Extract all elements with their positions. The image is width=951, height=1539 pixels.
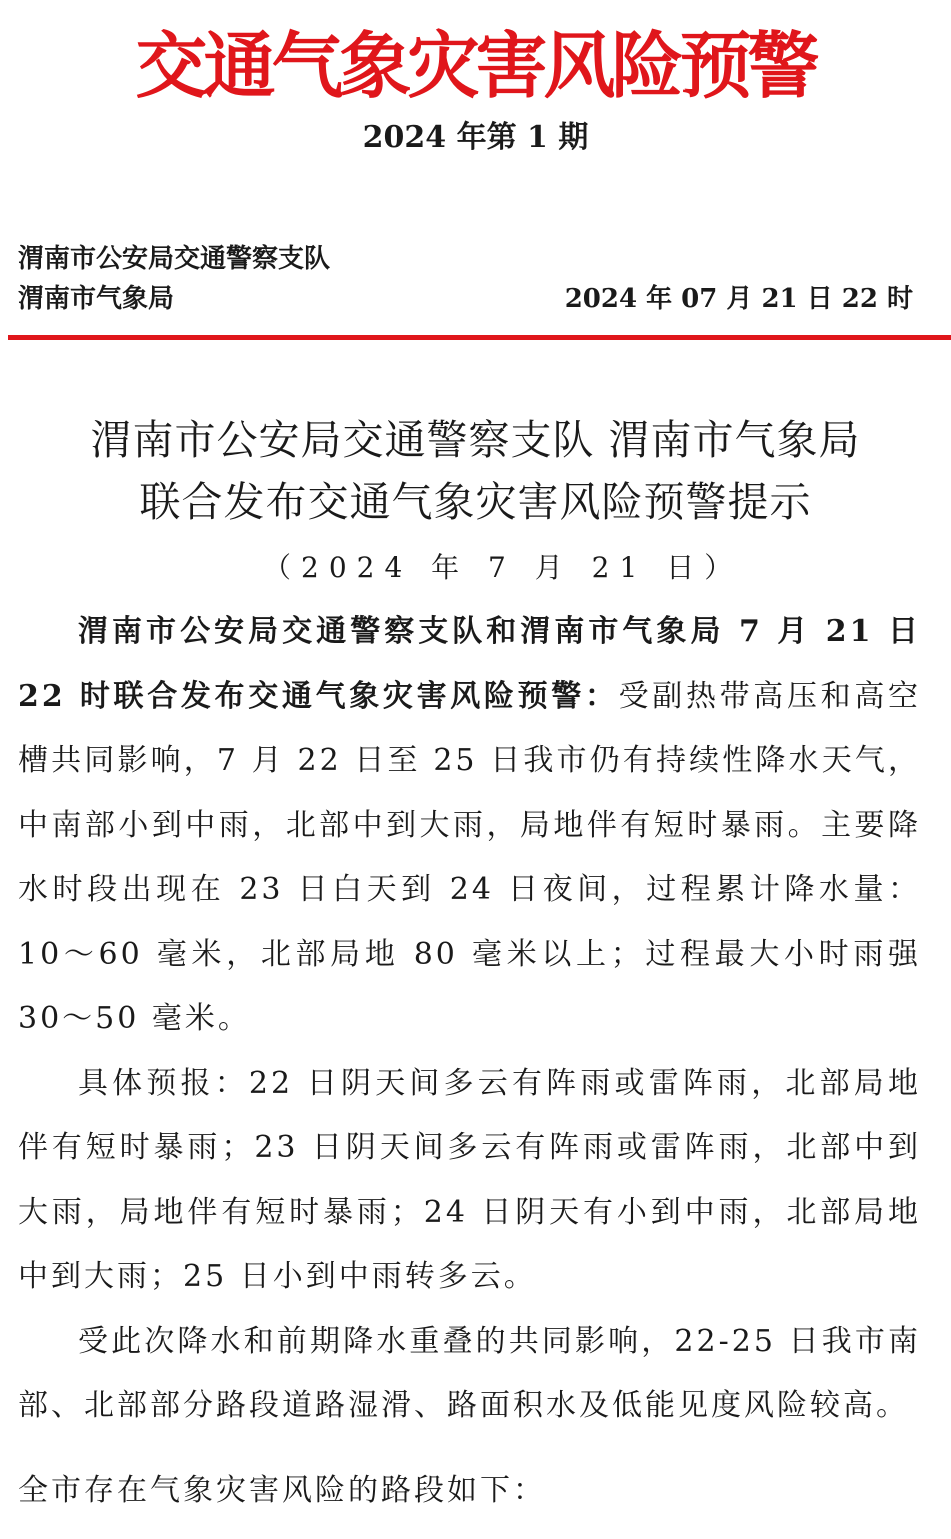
- notice-title-line-2: 联合发布交通气象灾害风险预警提示: [139, 478, 812, 526]
- paragraph-1: [18, 600, 921, 1052]
- spacer: [18, 1439, 921, 1459]
- issuer-meteorological-bureau: 渭南市气象局: [18, 284, 175, 314]
- paragraph-1-text: 受副热带高压和高空槽共同影响，7 月 22 日至 25 日我市仍有持续性降水天气，中南部小到中雨，北部中到大雨，局地伴有短时暴雨。主要降水时段出现在 23 日白天到 24 日夜间，过程累计降水量：10～60 毫米，北部局地 80 毫米以上；过程最大小时雨强 30～50 毫米。: [18, 678, 921, 1036]
- issue-number: 2024 年第 1 期: [362, 120, 589, 155]
- paragraph-1-lead: 渭南市公安局交通警察支队和渭南市气象局 7 月 21 日 22 时联合发布交通气象灾害风险预警：: [18, 614, 921, 714]
- paragraph-3: 受此次降水和前期降水重叠的共同影响，22-25 日我市南部、北部部分路段道路湿滑、路面积水及低能见度风险较高。: [18, 1323, 921, 1423]
- masthead-title: 交通气象灾害风险预警: [135, 23, 816, 108]
- notice-date: （2024 年 7 月 21 日）: [263, 551, 743, 584]
- issue-time: 2024 年 07 月 21 日 22 时: [564, 284, 913, 314]
- notice-body: [18, 600, 921, 1523]
- paragraph-4: 全市存在气象灾害风险的路段如下：: [18, 1472, 546, 1508]
- issuer-traffic-police: 渭南市公安局交通警察支队: [18, 244, 331, 274]
- notice-title-line-1: 渭南市公安局交通警察支队 渭南市气象局: [90, 416, 861, 464]
- paragraph-2: 具体预报：22 日阴天间多云有阵雨或雷阵雨，北部局地伴有短时暴雨；23 日阴天间多云有阵雨或雷阵雨，北部中到大雨，局地伴有短时暴雨；24 日阴天有小到中雨，北部局地中到大雨；25 日小到中雨转多云。: [18, 1065, 921, 1294]
- red-divider: [8, 335, 951, 340]
